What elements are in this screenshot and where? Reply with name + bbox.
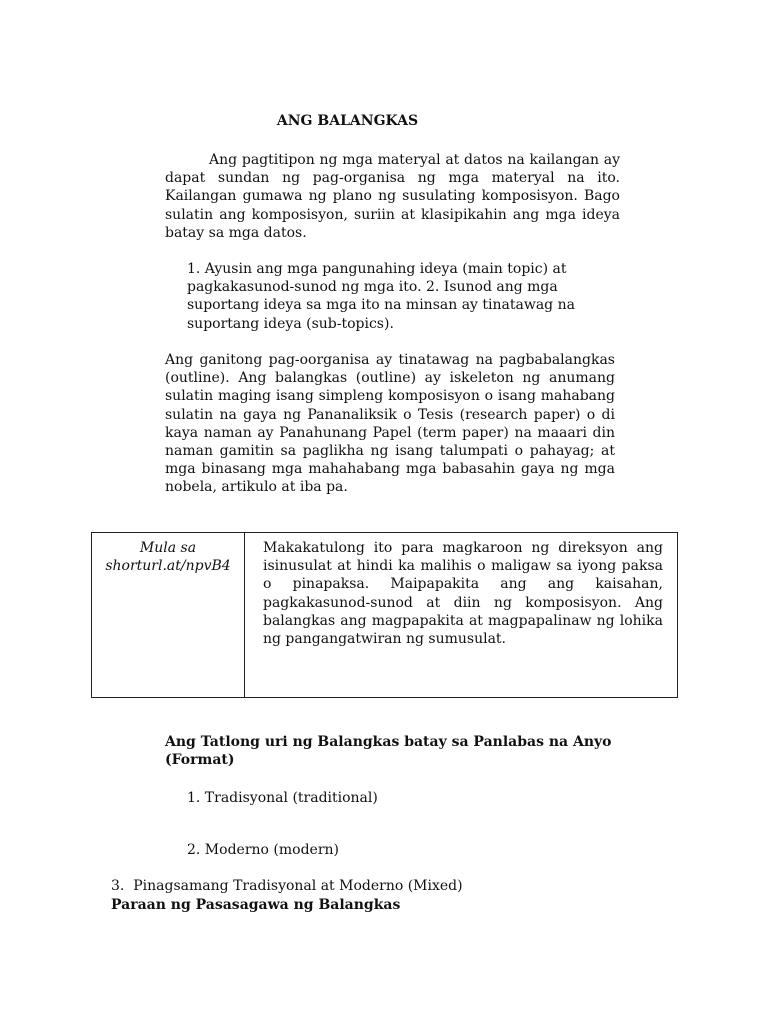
document-title: ANG BALANGKAS <box>276 113 419 129</box>
type-item-traditional: 1. Tradisyonal (traditional) <box>187 790 378 806</box>
outline-paragraph: Ang ganitong pag-oorganisa ay tinatawag na pagbabalangkas (outline). Ang balangkas (outline) ay iskeleton ng anumang sulatin maging isang simpleng komposisyon o isang mahabang sulatin na gaya ng Pananaliksik o Tesis (research paper) o di kaya naman ay Panahunang Papel (term paper) na maaari din naman gamitin sa paglikha ng isang talumpati o pahayag; at mga binasang mga mahahabang mga babasahin gaya ng mga nobela, artikulo at iba pa. <box>165 352 615 496</box>
source-quote: Makakatulong ito para magkaroon ng direksyon ang isinusulat at hindi ka malihis o maligaw sa iyong paksa o pinapaksa. Maipapakita ang ang kaisahan, pagkakasunod-sunod at diin ng komposisyon. Ang balangkas ang magpapakita at magpapalinaw ng lohika ng pangangatwiran ng sumusulat. <box>263 540 663 648</box>
type-item-modern: 2. Moderno (modern) <box>187 842 339 858</box>
source-box <box>91 532 678 698</box>
types-heading: Ang Tatlong uri ng Balangkas batay sa Panlabas na Anyo (Format) <box>165 734 612 769</box>
type-item-mixed: 3. Pinagsamang Tradisyonal at Moderno (Mixed) <box>111 878 463 894</box>
steps-list: 1. Ayusin ang mga pangunahing ideya (main topic) at pagkakasunod-sunod ng mga ito. 2. Isunod ang mga suportang ideya sa mga ito na minsan ay tinatawag na suportang ideya (sub-topics). <box>187 261 575 332</box>
intro-paragraph: Ang pagtitipon ng mga materyal at datos na kailangan ay dapat sundan ng pag-organisa ng mga materyal na ito. Kailangan gumawa ng plano ng susulating komposisyon. Bago sulatin ang komposisyon, suriin at klasipikahin ang mga ideya batay sa mga datos. <box>165 152 620 241</box>
process-heading: Paraan ng Pasasagawa ng Balangkas <box>111 897 401 913</box>
source-citation: Mula sa shorturl.at/npvB4 <box>92 533 245 697</box>
